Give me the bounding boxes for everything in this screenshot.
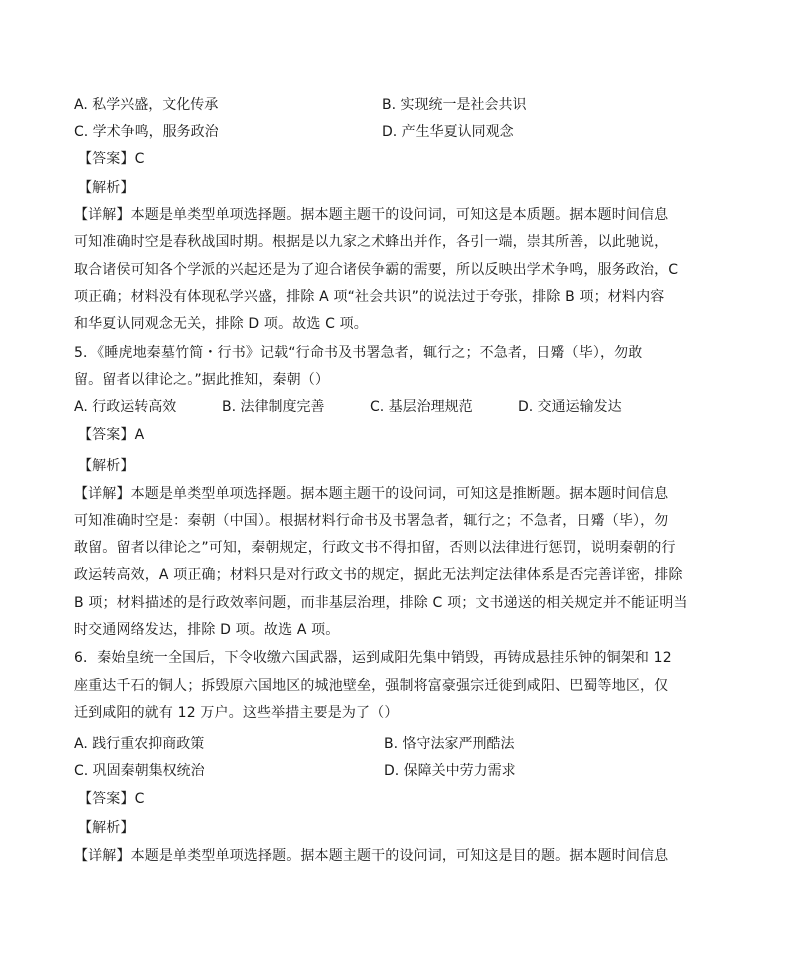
q6-answer: 【答案】C <box>78 791 145 807</box>
q4-detail-line: 可知准确时空是春秋战国时期。根据是以九家之术蜂出并作，各引一端，崇其所善，以此驰说， <box>74 234 669 250</box>
q6-option-a: A. 践行重农抑商政策 <box>74 736 205 752</box>
q4-option-b: B. 实现统一是社会共识 <box>382 97 527 113</box>
q4-option-a: A. 私学兴盛，文化传承 <box>74 97 219 113</box>
q5-detail-line: 可知准确时空是：秦朝（中国）。根据材料行命书及书署急者，辄行之；不急者，日觱（毕），勿 <box>74 513 669 529</box>
q6-detail-line: 【详解】本题是单类型单项选择题。据本题主题干的设问词，可知这是目的题。据本题时间信息 <box>74 848 669 864</box>
q5-option-c: C. 基层治理规范 <box>370 399 473 415</box>
q6-option-c: C. 巩固秦朝集权统治 <box>74 763 205 779</box>
q5-detail-line: 时交通网络发达，排除 D 项。故选 A 项。 <box>74 622 340 638</box>
q4-analysis-label: 【解析】 <box>78 180 135 196</box>
q6-stem-line: 6．秦始皇统一全国后，下令收缴六国武器，运到咸阳先集中销毁，再铸成悬挂乐钟的铜架和 12 <box>74 650 672 666</box>
q4-detail-line: 取合诸侯可知各个学派的兴起还是为了迎合诸侯争霸的需要，所以反映出学术争鸣，服务政治，C <box>74 262 679 278</box>
q4-detail-line: 【详解】本题是单类型单项选择题。据本题主题干的设问词，可知这是本质题。据本题时间信息 <box>74 207 669 223</box>
q5-stem-line: 留。留者以律论之。”据此推知，秦朝（） <box>74 372 330 388</box>
q6-analysis-label: 【解析】 <box>78 820 135 836</box>
q4-detail-line: 项正确；材料没有体现私学兴盛，排除 A 项“社会共识”的说法过于夸张，排除 B 项；材料内容 <box>74 289 665 305</box>
q5-analysis-label: 【解析】 <box>78 458 135 474</box>
q5-stem-line: 5．《睡虎地秦墓竹简・行书》记载“行命书及书署急者，辄行之；不急者，日觱（毕），勿敢 <box>74 345 643 361</box>
q5-detail-line: 政运转高效，A 项正确；材料只是对行政文书的规定，据此无法判定法律体系是否完善详密，排除 <box>74 567 683 583</box>
q4-detail-line: 和华夏认同观念无关，排除 D 项。故选 C 项。 <box>74 316 368 332</box>
q4-option-c: C. 学术争鸣，服务政治 <box>74 124 219 140</box>
q4-answer: 【答案】C <box>78 151 145 167</box>
q5-option-d: D. 交通运输发达 <box>518 399 622 415</box>
q5-detail-line: 【详解】本题是单类型单项选择题。据本题主题干的设问词，可知这是推断题。据本题时间信息 <box>74 486 669 502</box>
q6-stem-line: 座重达千石的铜人；拆毁原六国地区的城池壁垒，强制将富豪强宗迁徙到咸阳、巴蜀等地区，仅 <box>74 678 669 694</box>
q5-option-a: A. 行政运转高效 <box>74 399 177 415</box>
q5-option-b: B. 法律制度完善 <box>222 399 325 415</box>
q6-stem-line: 迁到咸阳的就有 12 万户。这些举措主要是为了（） <box>74 705 399 721</box>
q4-option-d: D. 产生华夏认同观念 <box>382 124 514 140</box>
q5-detail-line: B 项；材料描述的是行政效率问题，而非基层治理，排除 C 项；文书递送的相关规定并不能证明当 <box>74 595 688 611</box>
q5-detail-line: 敢留。留者以律论之”可知，秦朝规定，行政文书不得扣留，否则以法律进行惩罚，说明秦朝的行 <box>74 540 676 556</box>
q6-option-b: B. 恪守法家严刑酷法 <box>384 736 515 752</box>
q5-answer: 【答案】A <box>78 427 145 443</box>
q6-option-d: D. 保障关中劳力需求 <box>384 763 516 779</box>
